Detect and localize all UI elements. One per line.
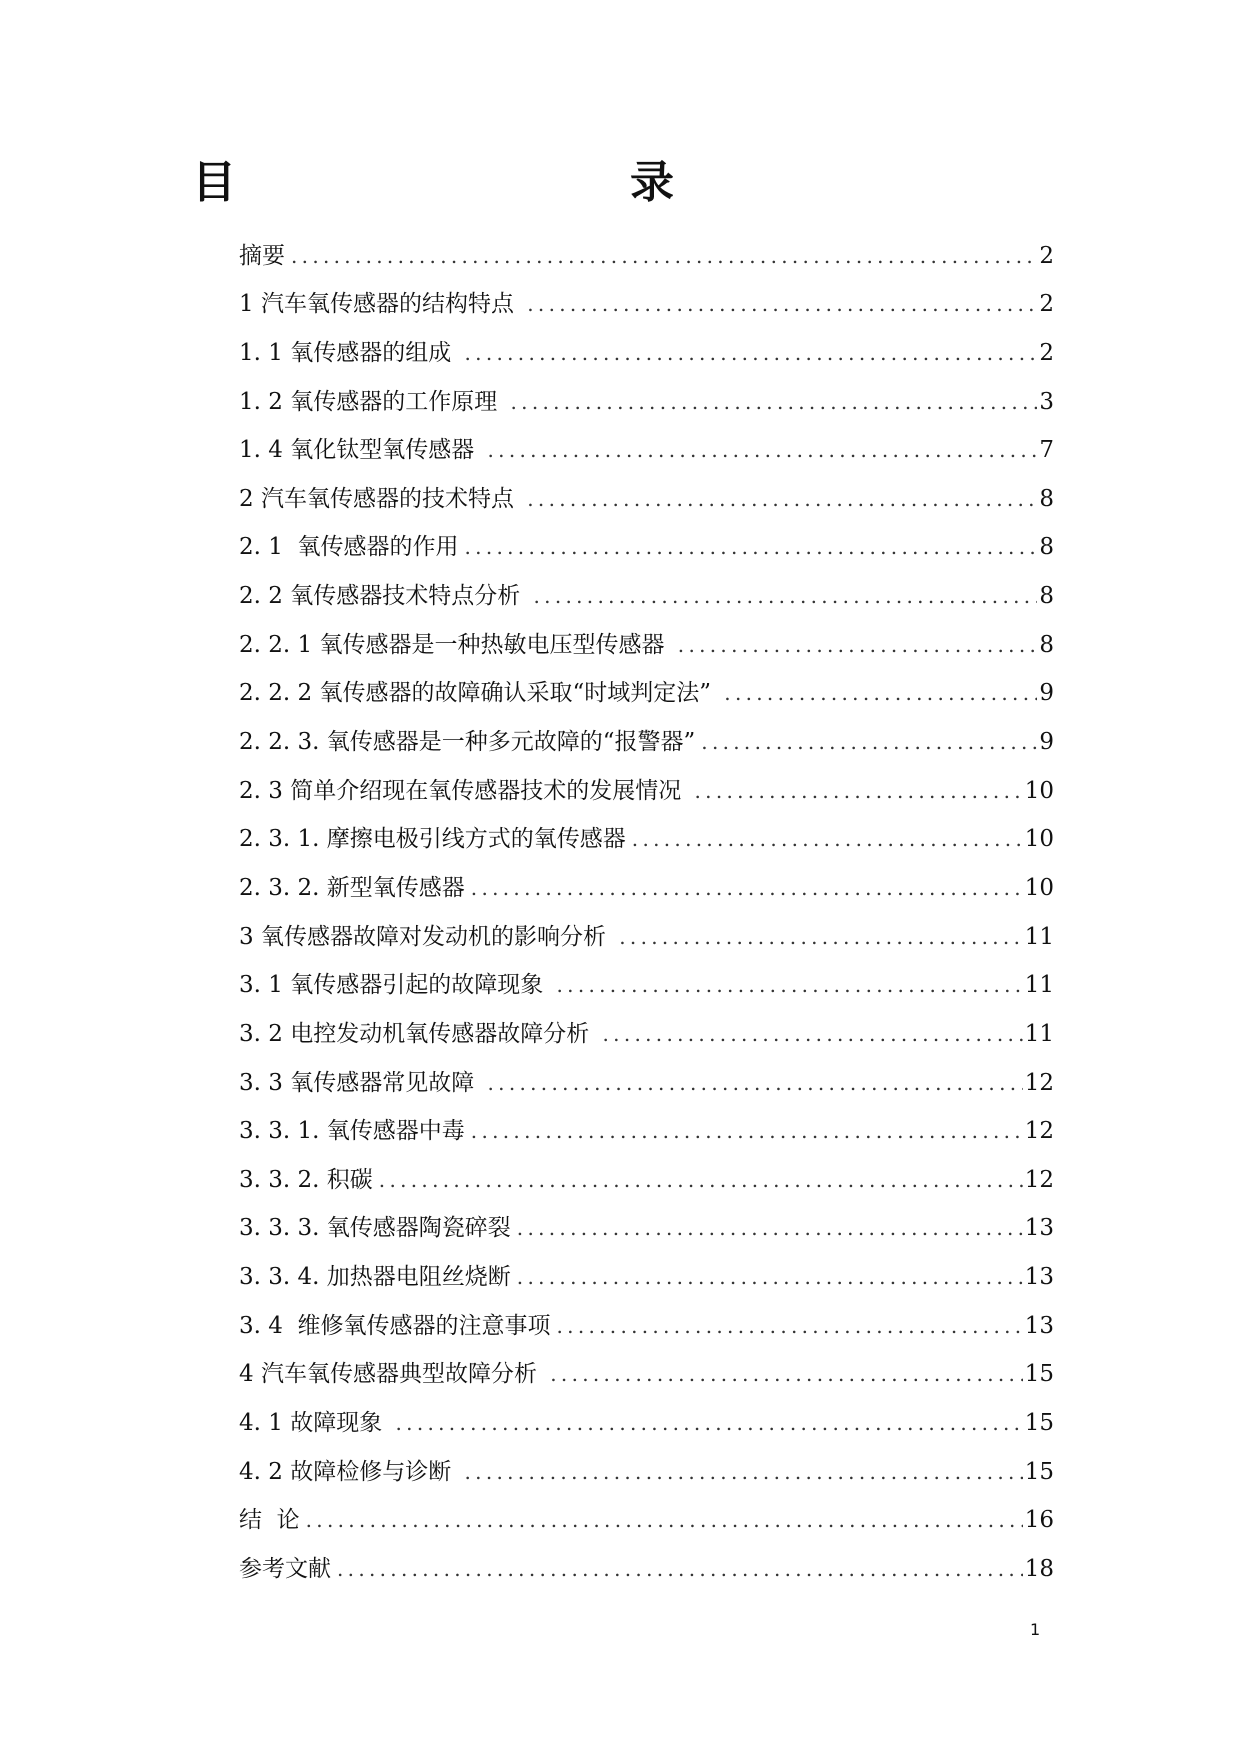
toc-dot-leader — [534, 581, 1038, 611]
toc-dot-leader — [396, 1408, 1023, 1438]
toc-dot-leader — [488, 435, 1038, 465]
toc-entry-label: 4. 2 故障检修与诊断 — [239, 1458, 459, 1485]
toc-entry-page: 8 — [1039, 583, 1054, 610]
toc-entry — [239, 1341, 1054, 1390]
toc-entry — [239, 1292, 1054, 1341]
toc-dot-leader — [557, 1311, 1023, 1341]
toc-entry-page: 12 — [1024, 1069, 1054, 1096]
toc-dot-leader — [488, 1068, 1023, 1098]
toc-dot-leader — [471, 1116, 1023, 1146]
toc-entry-label: 1. 2 氧传感器的工作原理 — [239, 388, 505, 415]
toc-entry — [239, 1146, 1054, 1195]
toc-dot-leader — [337, 1554, 1023, 1584]
toc-entry-label: 3 氧传感器故障对发动机的影响分析 — [239, 923, 614, 950]
toc-entry-page: 13 — [1024, 1215, 1054, 1242]
toc-entry-label: 4. 1 故障现象 — [239, 1410, 390, 1437]
toc-entry-label: 摘要 — [239, 242, 285, 269]
toc-entry-page: 10 — [1024, 777, 1054, 804]
toc-dot-leader — [517, 1213, 1023, 1243]
toc-entry-page: 15 — [1024, 1458, 1054, 1485]
toc-entry-page: 10 — [1024, 874, 1054, 901]
toc-entry-label: 1. 1 氧传感器的组成 — [239, 339, 459, 366]
toc-entry-page: 12 — [1024, 1166, 1054, 1193]
toc-dot-leader — [557, 970, 1023, 1000]
toc-entry-page: 13 — [1024, 1312, 1054, 1339]
toc-entry — [239, 660, 1054, 709]
toc-entry-label: 3. 4 维修氧传感器的注意事项 — [239, 1312, 551, 1339]
toc-entry-label: 2. 3. 2. 新型氧传感器 — [239, 874, 465, 901]
toc-entry — [239, 708, 1054, 757]
toc-dot-leader — [527, 289, 1037, 319]
toc-entry-label: 2. 2. 1 氧传感器是一种热敏电压型传感器 — [239, 631, 672, 658]
toc-entry-label: 1 汽车氧传感器的结构特点 — [239, 291, 522, 318]
toc-entry-label: 3. 3. 3. 氧传感器陶瓷碎裂 — [239, 1215, 511, 1242]
toc-entry — [239, 1535, 1054, 1584]
toc-entry-label: 3. 3. 2. 积碳 — [239, 1166, 373, 1193]
toc-entry-label: 参考文献 — [239, 1555, 331, 1582]
toc-entry — [239, 806, 1054, 855]
page-title — [192, 158, 692, 218]
toc-entry-page: 9 — [1039, 729, 1054, 756]
toc-dot-leader — [306, 1505, 1023, 1535]
toc-entry-page: 3 — [1039, 388, 1054, 415]
toc-entry-page: 16 — [1024, 1507, 1054, 1534]
toc-entry-label: 2. 3 简单介绍现在氧传感器技术的发展情况 — [239, 777, 689, 804]
toc-dot-leader — [550, 1359, 1022, 1389]
toc-entry-page: 13 — [1024, 1264, 1054, 1291]
toc-entry-page: 8 — [1039, 631, 1054, 658]
toc-dot-leader — [619, 922, 1022, 952]
toc-entry — [239, 1438, 1054, 1487]
toc-entry — [239, 465, 1054, 514]
toc-dot-leader — [632, 824, 1023, 854]
toc-dot-leader — [695, 776, 1023, 806]
toc-dot-leader — [678, 630, 1038, 660]
toc-entry-page: 12 — [1024, 1118, 1054, 1145]
toc-entry-page: 15 — [1024, 1361, 1054, 1388]
toc-entry-page: 2 — [1039, 291, 1054, 318]
toc-dot-leader — [701, 727, 1037, 757]
toc-entry-page: 11 — [1024, 1020, 1054, 1047]
toc-entry-page: 9 — [1039, 680, 1054, 707]
toc-entry — [239, 1049, 1054, 1098]
toc-entry-page: 7 — [1039, 437, 1054, 464]
toc-entry-page: 8 — [1039, 534, 1054, 561]
toc-entry-page: 8 — [1039, 485, 1054, 512]
toc-entry-page: 18 — [1024, 1555, 1054, 1582]
toc-entry-page: 15 — [1024, 1410, 1054, 1437]
toc-entry-label: 3. 3 氧传感器常见故障 — [239, 1069, 482, 1096]
toc-entry — [239, 514, 1054, 563]
toc-entry — [239, 757, 1054, 806]
toc-entry-label: 3. 3. 1. 氧传感器中毒 — [239, 1118, 465, 1145]
toc-entry-label: 1. 4 氧化钛型氧传感器 — [239, 437, 482, 464]
toc-dot-leader — [724, 678, 1037, 708]
toc-entry-label: 2. 2 氧传感器技术特点分析 — [239, 583, 528, 610]
title-char-1: 目 — [192, 157, 236, 208]
toc-entry-label: 3. 3. 4. 加热器电阻丝烧断 — [239, 1264, 511, 1291]
toc-dot-leader — [291, 241, 1037, 271]
toc-entry — [239, 562, 1054, 611]
toc-entry-page: 2 — [1039, 339, 1054, 366]
toc-dot-leader — [379, 1165, 1023, 1195]
toc-entry — [239, 368, 1054, 417]
toc-dot-leader — [511, 387, 1038, 417]
toc-entry — [239, 1389, 1054, 1438]
toc-entry-label: 4 汽车氧传感器典型故障分析 — [239, 1361, 545, 1388]
toc-entry-page: 2 — [1039, 242, 1054, 269]
toc-entry — [239, 854, 1054, 903]
toc-entry — [239, 417, 1054, 466]
toc-dot-leader — [471, 873, 1023, 903]
page-number: 1 — [1030, 1620, 1041, 1639]
toc-entry — [239, 1243, 1054, 1292]
toc-dot-leader — [527, 484, 1037, 514]
toc-entry-label: 2 汽车氧传感器的技术特点 — [239, 485, 522, 512]
toc-entry — [239, 611, 1054, 660]
toc-dot-leader — [465, 338, 1038, 368]
title-char-2: 录 — [630, 157, 674, 208]
toc-dot-leader — [517, 1262, 1023, 1292]
toc-entry — [239, 952, 1054, 1001]
toc-entry-page: 11 — [1024, 972, 1054, 999]
toc-entry — [239, 319, 1054, 368]
toc-entry-label: 2. 2. 3. 氧传感器是一种多元故障的“报警器” — [239, 729, 696, 756]
toc-entry — [239, 222, 1054, 271]
toc-dot-leader — [603, 1019, 1023, 1049]
toc-entry — [239, 1098, 1054, 1147]
toc-dot-leader — [465, 1457, 1023, 1487]
toc-entry — [239, 1195, 1054, 1244]
table-of-contents — [239, 222, 1054, 1584]
toc-entry-page: 11 — [1024, 923, 1054, 950]
toc-dot-leader — [465, 532, 1038, 562]
toc-entry — [239, 1487, 1054, 1536]
toc-entry-label: 2. 3. 1. 摩擦电极引线方式的氧传感器 — [239, 826, 626, 853]
toc-entry-label: 2. 2. 2 氧传感器的故障确认采取“时域判定法” — [239, 680, 719, 707]
toc-entry — [239, 1000, 1054, 1049]
toc-entry-label: 3. 2 电控发动机氧传感器故障分析 — [239, 1020, 597, 1047]
toc-entry-label: 结 论 — [239, 1507, 300, 1534]
toc-entry-page: 10 — [1024, 826, 1054, 853]
toc-entry-label: 2. 1 氧传感器的作用 — [239, 534, 459, 561]
toc-entry — [239, 903, 1054, 952]
toc-entry-label: 3. 1 氧传感器引起的故障现象 — [239, 972, 551, 999]
toc-entry — [239, 271, 1054, 320]
